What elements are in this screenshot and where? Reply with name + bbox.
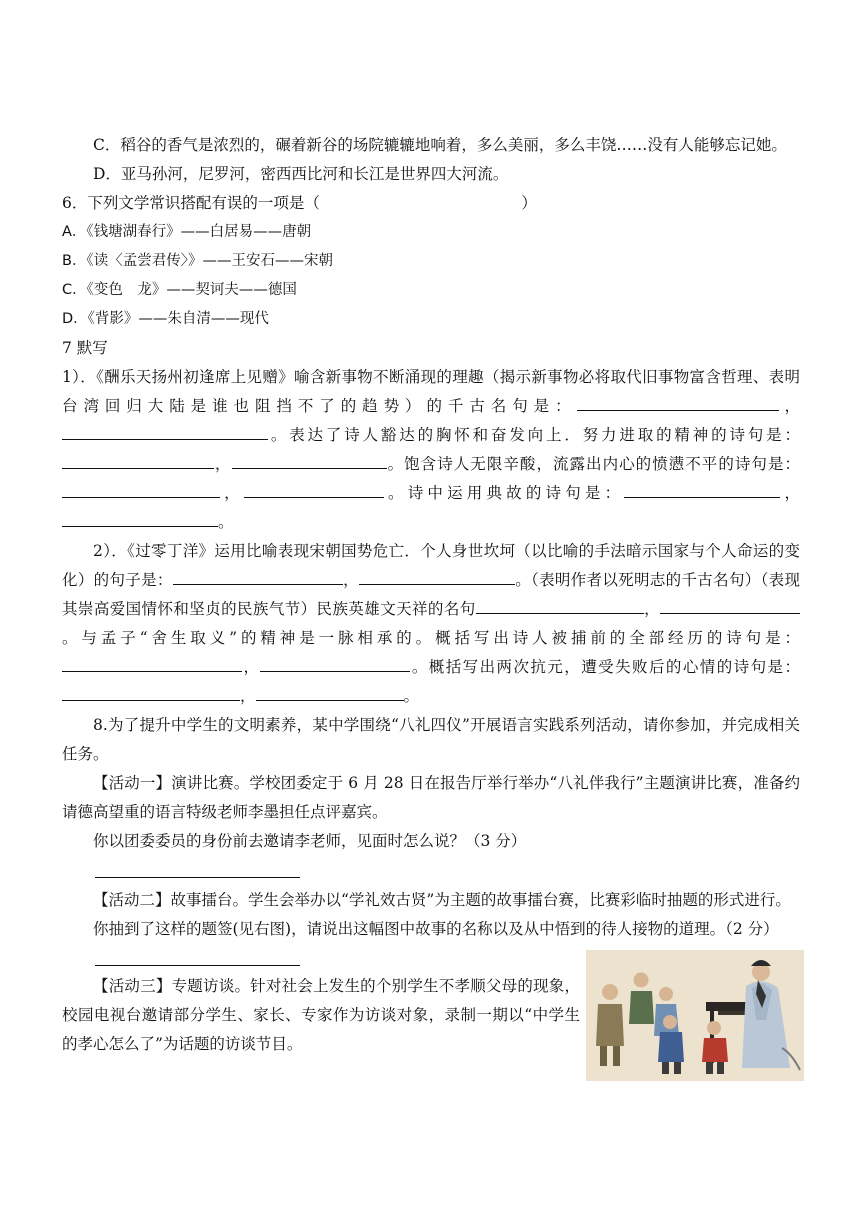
answer-blank[interactable] (260, 654, 410, 672)
answer-blank[interactable] (476, 596, 644, 614)
period: 。 (403, 687, 420, 705)
answer-blank[interactable] (62, 451, 214, 469)
page-content (62, 131, 800, 1081)
answer-blank[interactable] (62, 509, 218, 527)
q6-option-c: C．《变色 龙》——契诃夫——德国 (62, 282, 297, 298)
q7-p2-text1: 2）．《过零丁洋》运用比喻表现宋朝国势危亡．个人身世坎坷（以比喻的手法暗示国家与个人命运的变化）的句子是： (62, 542, 800, 589)
answer-line-activity-1[interactable] (95, 856, 300, 878)
q7-p1-text4: 。诗中运用典故的诗句是： (383, 484, 625, 502)
q7-part1 (62, 363, 800, 537)
answer-blank[interactable] (660, 596, 800, 614)
q8-activity-3: 【活动三】专题访谈。针对社会上发生的个别学生不孝顺父母的现象，校园电视台邀请部分学生、家长、专家作为访谈对象，录制一期以“中学生的孝心怎么了”为话题的访谈节目。 (62, 977, 580, 1053)
q5-option-c: C．稻谷的香气是浓烈的，碾着新谷的场院辘辘地响着，多么美丽，多么丰饶……没有人能够忘记她。 (93, 136, 787, 154)
q6-option-d: D．《背影》——朱自清——现代 (62, 311, 269, 327)
q7-part2 (62, 537, 800, 711)
q5-option-d: D．亚马孙河，尼罗河，密西西比河和长江是世界四大河流。 (93, 165, 509, 183)
answer-blank[interactable] (624, 480, 780, 498)
q8-activity-2: 【活动二】故事擂台。学生会举办以“学礼效古贤”为主题的故事擂台赛，比赛彩临时抽题的形式进行。 (93, 891, 791, 909)
comma: ， (242, 658, 261, 676)
q8-activity-2-question: 你抽到了这样的题签(见右图)，请说出这幅图中故事的名称以及从中悟到的待人接物的道理。（2 分） (93, 920, 779, 938)
q7-p1-text2: 。表达了诗人豁达的胸怀和奋发向上．努力进取的精神的诗句是： (268, 426, 800, 444)
answer-blank[interactable] (62, 683, 240, 701)
q8-intro: 8.为了提升中学生的文明素养，某中学围绕“八礼四仪”开展语言实践系列活动，请你参加，并完成相关任务。 (62, 716, 800, 763)
answer-blank[interactable] (173, 567, 343, 585)
comma: ， (240, 687, 256, 705)
answer-blank[interactable] (256, 683, 404, 701)
q8-activity-1-question: 你以团委委员的身份前去邀请李老师，见面时怎么说？（3 分） (93, 832, 527, 850)
comma: ， (220, 484, 244, 502)
ancient-scholar-children-painting-icon (586, 950, 804, 1081)
answer-blank[interactable] (577, 393, 779, 411)
q7-p2-text2: 。（表明作者以死明志的千古名句）（表现其崇高爱国情怀和坚贞的民族气节）民族英雄文天祥的名句 (62, 571, 800, 618)
answer-blank[interactable] (232, 451, 387, 469)
q7-p2-text3: 。与孟子“舍生取义”的精神是一脉相承的。概括写出诗人被捕前的全部经历的诗句是： (62, 629, 800, 647)
comma: ， (778, 397, 800, 415)
comma: ， (643, 600, 660, 618)
story-illustration (586, 950, 804, 1081)
answer-blank[interactable] (62, 480, 220, 498)
q8-activity-1: 【活动一】演讲比赛。学校团委定于 6 月 28 日在报告厅举行举办“八礼伴我行”主题演讲比赛，准备约请德高望重的语言特级老师李墨担任点评嘉宾。 (62, 774, 800, 821)
period: 。 (218, 513, 234, 531)
comma: ， (780, 484, 800, 502)
answer-line-activity-2[interactable] (95, 944, 300, 966)
answer-blank[interactable] (244, 480, 384, 498)
q6-option-a: A．《钱塘湖春行》——白居易——唐朝 (62, 224, 312, 240)
q7-p1-text3: 。饱含诗人无限辛酸，流露出内心的愤懑不平的诗句是： (386, 455, 800, 473)
q7-p1-text1: 1）．《酬乐天扬州初逢席上见赠》喻含新事物不断涌现的理趣（揭示新事物必将取代旧事物富含哲理、表明台湾回归大陆是谁也阻挡不了的趋势）的千古名句是： (62, 368, 800, 415)
answer-blank[interactable] (62, 422, 268, 440)
q6-option-b: B．《读〈孟尝君传〉》——王安石——宋朝 (62, 253, 333, 269)
q7-title: 7 默写 (62, 339, 108, 357)
answer-blank[interactable] (62, 654, 242, 672)
comma: ， (214, 455, 232, 473)
answer-blank[interactable] (359, 567, 515, 585)
q6-stem: 6．下列文学常识搭配有误的一项是（ ） (62, 194, 537, 212)
comma: ， (342, 571, 359, 589)
q7-p2-text4: 。概括写出两次抗元，遭受失败后的心情的诗句是： (410, 658, 800, 676)
